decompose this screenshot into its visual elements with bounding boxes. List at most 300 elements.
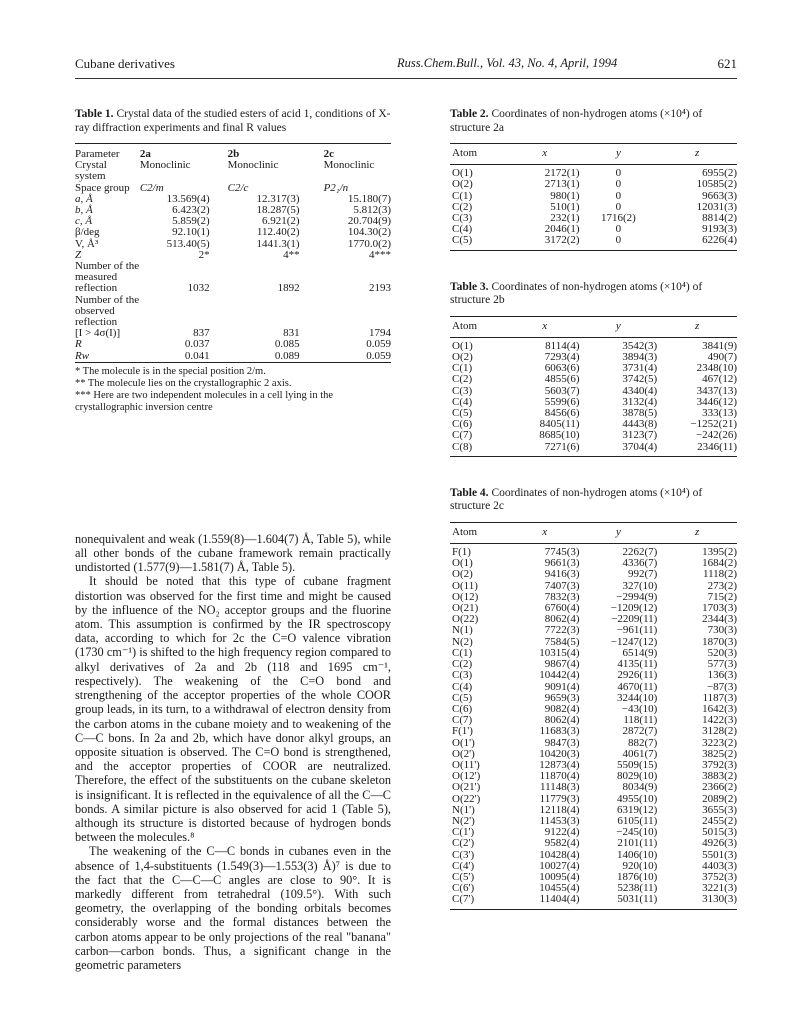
table4-cell: C(4) — [452, 680, 473, 693]
table3-cell: 333(13) — [702, 407, 737, 420]
table3-cell: 7271(6) — [544, 440, 580, 453]
table4-cell: N(2') — [452, 814, 475, 827]
table1-label: Table 1. — [75, 108, 114, 120]
table4-cell: C(1) — [452, 646, 473, 659]
table1-cell: 1770.0(2) — [347, 237, 391, 250]
table4-header-cell: Atom — [450, 522, 510, 543]
table3-cell: 490(7) — [707, 351, 737, 364]
table4-cell: 11148(3) — [540, 781, 580, 794]
table4-cell: 3883(2) — [702, 770, 737, 783]
table4-cell: 6319(12) — [617, 803, 658, 816]
table4-header-row — [450, 522, 737, 543]
table1-header-cell: 2b — [227, 148, 240, 160]
table3-cell: 3704(4) — [622, 440, 658, 453]
table2-header-cell: y — [580, 144, 658, 165]
table1-cell: 13.569(4) — [166, 192, 210, 205]
table1-cell: 5.859(2) — [172, 215, 210, 228]
table4-row — [450, 558, 737, 569]
table1-cell: 831 — [283, 327, 300, 340]
table2-label: Table 2. — [450, 108, 489, 120]
table4-cell: −2994(9) — [616, 590, 658, 603]
table3-cell: 6063(6) — [544, 362, 580, 375]
table2-cell: 0 — [615, 189, 622, 202]
table3-cell: O(2) — [452, 351, 473, 364]
table4-cell: −245(10) — [616, 826, 658, 839]
table4-row — [450, 648, 737, 659]
table4-cell: 10420(3) — [539, 747, 580, 760]
table4-cell: 882(7) — [628, 736, 658, 749]
table1-cell: 4** — [283, 248, 300, 261]
table3-cell: −242(26) — [695, 429, 737, 442]
table3-header-cell: x — [510, 316, 580, 337]
table4-cell: O(11') — [452, 758, 480, 771]
table4-row — [450, 637, 737, 648]
table3-header-row — [450, 316, 737, 337]
table2-cell: 0 — [615, 167, 622, 180]
table2-cell: 6955(2) — [702, 167, 737, 180]
table4-cell: F(1) — [452, 546, 471, 559]
body-paragraph-3: The weakening of the C—C bonds in cubanes even in the absence of 1,4-substituents (1.549(3)—1.553(3) Å)⁷ is due to the fact that the C—C—C angles are close to 90°. It is markedly different from tetrahedral (109.5°). With such geometry, the overlapping of the bonding orbitals becomes considerably worse and the formal distances between the carbon atoms appear to be only projections of the real "banana" carbon—carbon bonds. Thus, a significant change in the geometric parameters — [75, 844, 391, 972]
table4-cell: 577(3) — [707, 658, 737, 671]
table4-cell: 1422(3) — [702, 714, 737, 727]
table4-cell: 7722(3) — [544, 624, 580, 637]
table3-row — [450, 337, 737, 352]
table4-cell: 11683(3) — [539, 725, 580, 738]
table4-row — [450, 749, 737, 760]
table4-row — [450, 782, 737, 793]
table4-cell: C(6) — [452, 702, 473, 715]
table4-caption-text: Coordinates of non-hydrogen atoms (×10⁴) of structure 2c — [450, 486, 703, 513]
table4-cell: C(1') — [452, 826, 475, 839]
table4-cell: 6760(4) — [544, 602, 580, 615]
table3-cell: 467(12) — [702, 373, 737, 386]
table2-row — [450, 224, 737, 235]
table3-cell: 4443(8) — [622, 418, 658, 431]
table4-cell: 730(3) — [707, 624, 737, 637]
table4-row — [450, 592, 737, 603]
table3-cell: O(1) — [452, 339, 473, 352]
table2-row — [450, 213, 737, 224]
table2-caption — [450, 108, 737, 135]
table4-cell: −1247(12) — [610, 635, 658, 648]
table1-row — [75, 295, 391, 329]
table4-cell: 8029(10) — [617, 770, 658, 783]
table4-row — [450, 581, 737, 592]
table4-row — [450, 827, 737, 838]
table4-header-cell: x — [510, 522, 580, 543]
table4-row — [450, 805, 737, 816]
table4-cell: 11870(4) — [539, 770, 580, 783]
table1-cell: V, Å³ — [75, 237, 99, 250]
table1-footnote: ** The molecule lies on the crystallographic 2 axis. — [75, 377, 292, 389]
table4-cell: 2926(11) — [617, 669, 658, 682]
table4-row — [450, 794, 737, 805]
table4-cell: 12873(4) — [539, 758, 580, 771]
table4-row — [450, 544, 737, 559]
table4-cell: 9091(4) — [544, 680, 580, 693]
table2-cell: 0 — [615, 200, 622, 213]
table4-row — [450, 760, 737, 771]
table4-cell: 2262(7) — [622, 546, 658, 559]
table4-cell: 3655(3) — [702, 803, 737, 816]
table1-cell: b, Å — [75, 204, 93, 217]
page-number: 621 — [717, 56, 737, 71]
table4-cell: −2209(11) — [611, 613, 658, 626]
table1-row — [75, 351, 391, 363]
table4-cell: 5015(3) — [702, 826, 737, 839]
table3-row — [450, 363, 737, 374]
table4-cell: 1395(2) — [702, 546, 737, 559]
table1-cell: 12.317(3) — [256, 192, 300, 205]
table4-cell: 5031(11) — [617, 893, 658, 906]
table4-row — [450, 569, 737, 580]
table3-header-cell: y — [580, 316, 658, 337]
table3-row — [450, 386, 737, 397]
spacer — [450, 457, 737, 487]
table2-header-cell: Atom — [450, 144, 510, 165]
table2-cell: C(5) — [452, 234, 473, 247]
table4-cell: 10455(4) — [539, 882, 580, 895]
table4-cell: 10442(4) — [539, 669, 580, 682]
table3-cell: 4855(6) — [544, 373, 580, 386]
table1-header-row — [75, 144, 391, 161]
table4-cell: 11453(3) — [539, 814, 580, 827]
table1-cell — [140, 295, 228, 329]
table4-cell: 2344(3) — [702, 613, 737, 626]
journal-citation: Russ.Chem.Bull., Vol. 43, No. 4, April, 1994 — [397, 56, 618, 70]
table2-row — [450, 235, 737, 250]
table2-row — [450, 165, 737, 180]
table4-cell: N(1') — [452, 803, 475, 816]
table4-cell: 2366(2) — [702, 781, 737, 794]
table1-cell: 1441.3(1) — [256, 237, 300, 250]
table4-cell: C(7') — [452, 893, 475, 906]
table4-cell: C(7) — [452, 714, 473, 727]
table4-cell: 7745(3) — [544, 546, 580, 559]
table4-cell: 1118(2) — [702, 568, 737, 581]
table3-cell: 2348(10) — [696, 362, 737, 375]
table4-row — [450, 603, 737, 614]
spacer — [450, 251, 737, 281]
table4-header-cell: z — [657, 522, 737, 543]
table4-row — [450, 704, 737, 715]
table4-cell: C(5') — [452, 870, 475, 883]
table4-cell: C(6') — [452, 882, 475, 895]
table2-cell: C(3) — [452, 212, 473, 225]
table4-label: Table 4. — [450, 486, 489, 499]
table1-cell: 0.089 — [274, 349, 300, 362]
table3-cell: C(6) — [452, 418, 473, 431]
table3-cell: 5599(6) — [544, 395, 580, 408]
table3-cell: 3437(13) — [696, 384, 737, 397]
header-rule — [75, 78, 737, 79]
table2-caption-text: Coordinates of non-hydrogen atoms (×10⁴) of structure 2a — [450, 108, 703, 134]
table2-cell: O(1) — [452, 167, 473, 180]
table1-cell: 104.30(2) — [347, 226, 391, 239]
table3-caption — [450, 281, 737, 308]
table4-cell: O(21) — [452, 602, 479, 615]
table3-cell: 8405(11) — [539, 418, 580, 431]
table3-cell: 3731(4) — [622, 362, 658, 375]
table1-cell: Number of the observed reflection — [75, 293, 140, 329]
table1-cell: 18.287(5) — [256, 204, 300, 217]
table1-cell: a, Å — [75, 192, 93, 205]
table3-cell: C(4) — [452, 395, 473, 408]
body-paragraph-1: nonequivalent and weak (1.559(8)—1.604(7) Å, Table 5), while all other bonds of the cubane framework remain practically undistorted (1.577(9)—1.581(7) Å, Table 5). — [75, 531, 391, 575]
table1-row — [75, 239, 391, 250]
table4-caption — [450, 487, 737, 514]
table4-row — [450, 659, 737, 670]
table2-header-cell: z — [657, 144, 737, 165]
table3-row — [450, 374, 737, 385]
table4-cell: 2101(11) — [617, 837, 658, 850]
table2-header-row — [450, 144, 737, 165]
table1-cell: 5.812(3) — [353, 204, 391, 217]
table3-row — [450, 397, 737, 408]
table2-cell: 12031(3) — [696, 200, 737, 213]
table4-cell: 10315(4) — [539, 646, 580, 659]
table4-cell: 1684(2) — [702, 557, 737, 570]
table1-cell: Crystal system — [75, 159, 107, 183]
table4-cell: 327(10) — [622, 579, 658, 592]
table1-cell: Rw — [75, 349, 90, 362]
table4-cell: 9416(3) — [544, 568, 580, 581]
table4-cell: 3825(2) — [702, 747, 737, 760]
table4-cell: 9122(4) — [544, 826, 580, 839]
table3-cell: −1252(21) — [690, 418, 737, 431]
table1-header-cell: Parameter — [75, 148, 120, 160]
table1-cell: Number of the measured reflection — [75, 260, 140, 295]
table4-cell: 9659(3) — [544, 691, 580, 704]
table4-cell: 992(7) — [628, 568, 658, 581]
table4-cell: 520(3) — [707, 646, 737, 659]
table4-cell: 5238(11) — [617, 882, 658, 895]
table4-cell: 1642(3) — [702, 702, 737, 715]
table3-header-cell: z — [657, 316, 737, 337]
table4-cell: 7407(3) — [544, 579, 580, 592]
table4-cell: 10095(4) — [539, 870, 580, 883]
table4-cell: 5509(15) — [617, 758, 658, 771]
table2-cell: 3172(2) — [544, 234, 580, 247]
table4-cell: 4926(3) — [702, 837, 737, 850]
table2-cell: 10585(2) — [696, 178, 737, 191]
table1-cell: R — [75, 338, 82, 351]
table4-cell: O(11) — [452, 579, 478, 592]
table4-cell: 273(2) — [707, 579, 737, 592]
table3-cell: 3841(9) — [702, 339, 737, 352]
table2-cell: 0 — [615, 234, 622, 247]
table1-cell: Space group — [75, 181, 130, 194]
table2 — [450, 143, 737, 251]
table4-cell: 8034(9) — [622, 781, 658, 794]
table1-cell: 15.180(7) — [347, 192, 391, 205]
table4-header-cell: y — [580, 522, 658, 543]
table4-row — [450, 738, 737, 749]
table1-header-cell: 2c — [323, 148, 334, 160]
table2-cell: 0 — [615, 223, 622, 236]
table3-cell: C(8) — [452, 440, 473, 453]
table1-cell: 0.041 — [184, 349, 210, 362]
table4-row — [450, 894, 737, 909]
table1-cell: 6.921(2) — [261, 215, 300, 228]
table4-cell: 8062(4) — [544, 714, 580, 727]
table3-cell: C(3) — [452, 384, 473, 397]
table3-row — [450, 442, 737, 457]
table4-cell: 1870(3) — [702, 635, 737, 648]
table4-cell: O(12) — [452, 590, 479, 603]
table1-cell: β/deg — [75, 226, 100, 239]
table1-cell: 20.704(9) — [347, 215, 391, 228]
table3-row — [450, 430, 737, 441]
spacer — [75, 414, 391, 532]
table1-cell: C2/c — [227, 181, 249, 194]
table4-cell: 3221(3) — [702, 882, 737, 895]
table3-cell: 3894(3) — [622, 351, 658, 364]
table1-cell: 2193 — [369, 282, 391, 295]
table2-cell: C(2) — [452, 200, 473, 213]
table4-cell: 3752(3) — [702, 870, 737, 883]
table1-cell: 4*** — [369, 248, 391, 261]
table1-cell: 837 — [193, 327, 210, 340]
right-column — [450, 108, 737, 910]
table4-cell: 3792(3) — [702, 758, 737, 771]
table4-cell: C(3) — [452, 669, 473, 682]
table4-cell: 118(11) — [623, 714, 658, 727]
table4-cell: 3223(2) — [702, 736, 737, 749]
table4-row — [450, 682, 737, 693]
table4-cell: O(2') — [452, 747, 475, 760]
table3-cell: C(2) — [452, 373, 473, 386]
table4-cell: O(12') — [452, 770, 481, 783]
table4-cell: 12118(4) — [539, 803, 580, 816]
table4-cell: 4670(11) — [617, 680, 658, 693]
table2-cell: 2046(1) — [544, 223, 580, 236]
table4-row — [450, 883, 737, 894]
table2-cell: C(4) — [452, 223, 473, 236]
table1-cell: [I > 4σ(I)] — [75, 327, 121, 340]
table4-cell: O(21') — [452, 781, 481, 794]
table4-cell: 9661(3) — [544, 557, 580, 570]
table4-cell: −87(3) — [706, 680, 737, 693]
table1-cell: 0.059 — [366, 338, 391, 351]
table1-cell: 0.037 — [184, 338, 210, 351]
table4-row — [450, 816, 737, 827]
table4-cell: N(1) — [452, 624, 473, 637]
table4-cell: C(5) — [452, 691, 473, 704]
table4-cell: 4061(7) — [622, 747, 658, 760]
table4-row — [450, 872, 737, 883]
table1-cell: Z — [75, 248, 82, 261]
table1-row — [75, 183, 391, 194]
table4-cell: O(2) — [452, 568, 473, 581]
table4-cell: 6105(11) — [617, 814, 658, 827]
table4-cell: 8062(4) — [544, 613, 580, 626]
table4-row — [450, 625, 737, 636]
table3-cell: 5603(7) — [544, 384, 580, 397]
table1 — [75, 143, 391, 363]
table3-caption-text: Coordinates of non-hydrogen atoms (×10⁴) of structure 2b — [450, 280, 703, 307]
table2-cell: 980(1) — [550, 189, 580, 202]
table1-header-cell: 2a — [139, 148, 151, 160]
table1-cell: 1794 — [369, 327, 391, 340]
table1-row — [75, 205, 391, 216]
table2-cell: 510(1) — [550, 200, 580, 213]
table4-cell: 1876(10) — [617, 870, 658, 883]
table2-cell: 1716(2) — [600, 212, 636, 225]
table4-cell: 9582(4) — [544, 837, 580, 850]
body-paragraph-2: It should be noted that this type of cubane fragment distortion was observed for the first time and might be caused by the influence of the NO₂ acceptor groups and the fluorine atom. This assumption is confirmed by the IR spectroscopy data, according to which for 2c the C=O valence vibration (1730 cm⁻¹) is shifted to the high frequency region compared to alkyl derivatives of 2a and 2b (118 and 1695 cm⁻¹, respectively). The weakening of the C=O bond and strengthening of the acceptor properties of the whole COOR group leads, in its turn, to a withdrawal of electron density from the carbon atoms in the cubane moiety and to weakening of the C—C bons. In 2a and 2b, which have donor alkyl groups, an opposite situation is observed. The C=O bond is strengthened, and the acceptor properties of COOR are neutralized. Therefore, the effect of the substituents on the cubane skeleton is insignificant. It is reflected in the equivalence of all the C—C bonds. A similar picture is also observed for acid 1 (Table 5), although its structure is distorted because of hydrogen bonds between the molecules.⁸ — [75, 574, 391, 845]
table1-cell — [324, 295, 391, 329]
table1-row — [75, 328, 391, 339]
table1-row — [75, 216, 391, 227]
table4-cell: 10027(4) — [539, 859, 580, 872]
table2-cell: 6226(4) — [702, 234, 737, 247]
table3-row — [450, 352, 737, 363]
table4-row — [450, 861, 737, 872]
table4-row — [450, 715, 737, 726]
table2-cell: O(2) — [452, 178, 473, 191]
table4-row — [450, 850, 737, 861]
table3-cell: 3123(7) — [622, 429, 658, 442]
table4-cell: 2455(2) — [702, 814, 737, 827]
table4-cell: C(2) — [452, 658, 473, 671]
table4-cell: 9847(3) — [544, 736, 580, 749]
table3-cell: 7293(4) — [544, 351, 580, 364]
table4-cell: C(4') — [452, 859, 475, 872]
table2-cell: 2713(1) — [544, 178, 580, 191]
running-title: Cubane derivatives — [75, 56, 175, 71]
table2-cell: 9193(3) — [702, 223, 737, 236]
table2-row — [450, 191, 737, 202]
table1-cell: 1892 — [277, 282, 300, 295]
table3-cell: 3542(3) — [622, 339, 658, 352]
table4-cell: 11779(3) — [539, 792, 580, 805]
table4-cell: 1406(10) — [617, 848, 658, 861]
table4-cell: 4403(3) — [702, 859, 737, 872]
table4-row — [450, 693, 737, 704]
table4-cell: N(2) — [452, 635, 473, 648]
table1-row — [75, 194, 391, 205]
table3-label: Table 3. — [450, 280, 489, 293]
table1-cell: Monoclinic — [139, 159, 191, 172]
table4-cell: 136(3) — [707, 669, 737, 682]
table4 — [450, 522, 737, 910]
table4-row — [450, 670, 737, 681]
table1-row — [75, 160, 391, 182]
table4-cell: 5501(3) — [702, 848, 737, 861]
table2-cell: 8814(2) — [702, 212, 737, 225]
table1-footnotes — [75, 366, 391, 414]
table1-cell: 6.423(2) — [172, 204, 210, 217]
table2-cell: 2172(1) — [544, 167, 580, 180]
table1-row — [75, 339, 391, 350]
table3-row — [450, 419, 737, 430]
table4-cell: O(22') — [452, 792, 481, 805]
table4-cell: 920(10) — [622, 859, 658, 872]
table3-cell: 3446(12) — [696, 395, 737, 408]
table1-cell — [228, 295, 324, 329]
table3-cell: C(5) — [452, 407, 473, 420]
table4-cell: 1703(3) — [702, 602, 737, 615]
table4-row — [450, 726, 737, 737]
table1-cell: Monoclinic — [323, 159, 375, 172]
table4-row — [450, 771, 737, 782]
table4-cell: 7584(5) — [544, 635, 580, 648]
table3-header-cell: Atom — [450, 316, 510, 337]
table1-caption-text: Crystal data of the studied esters of acid 1, conditions of X-ray diffraction experiments and final R values — [75, 108, 391, 134]
table4-cell: −43(10) — [621, 702, 658, 715]
table3-cell: 8114(4) — [545, 339, 580, 352]
